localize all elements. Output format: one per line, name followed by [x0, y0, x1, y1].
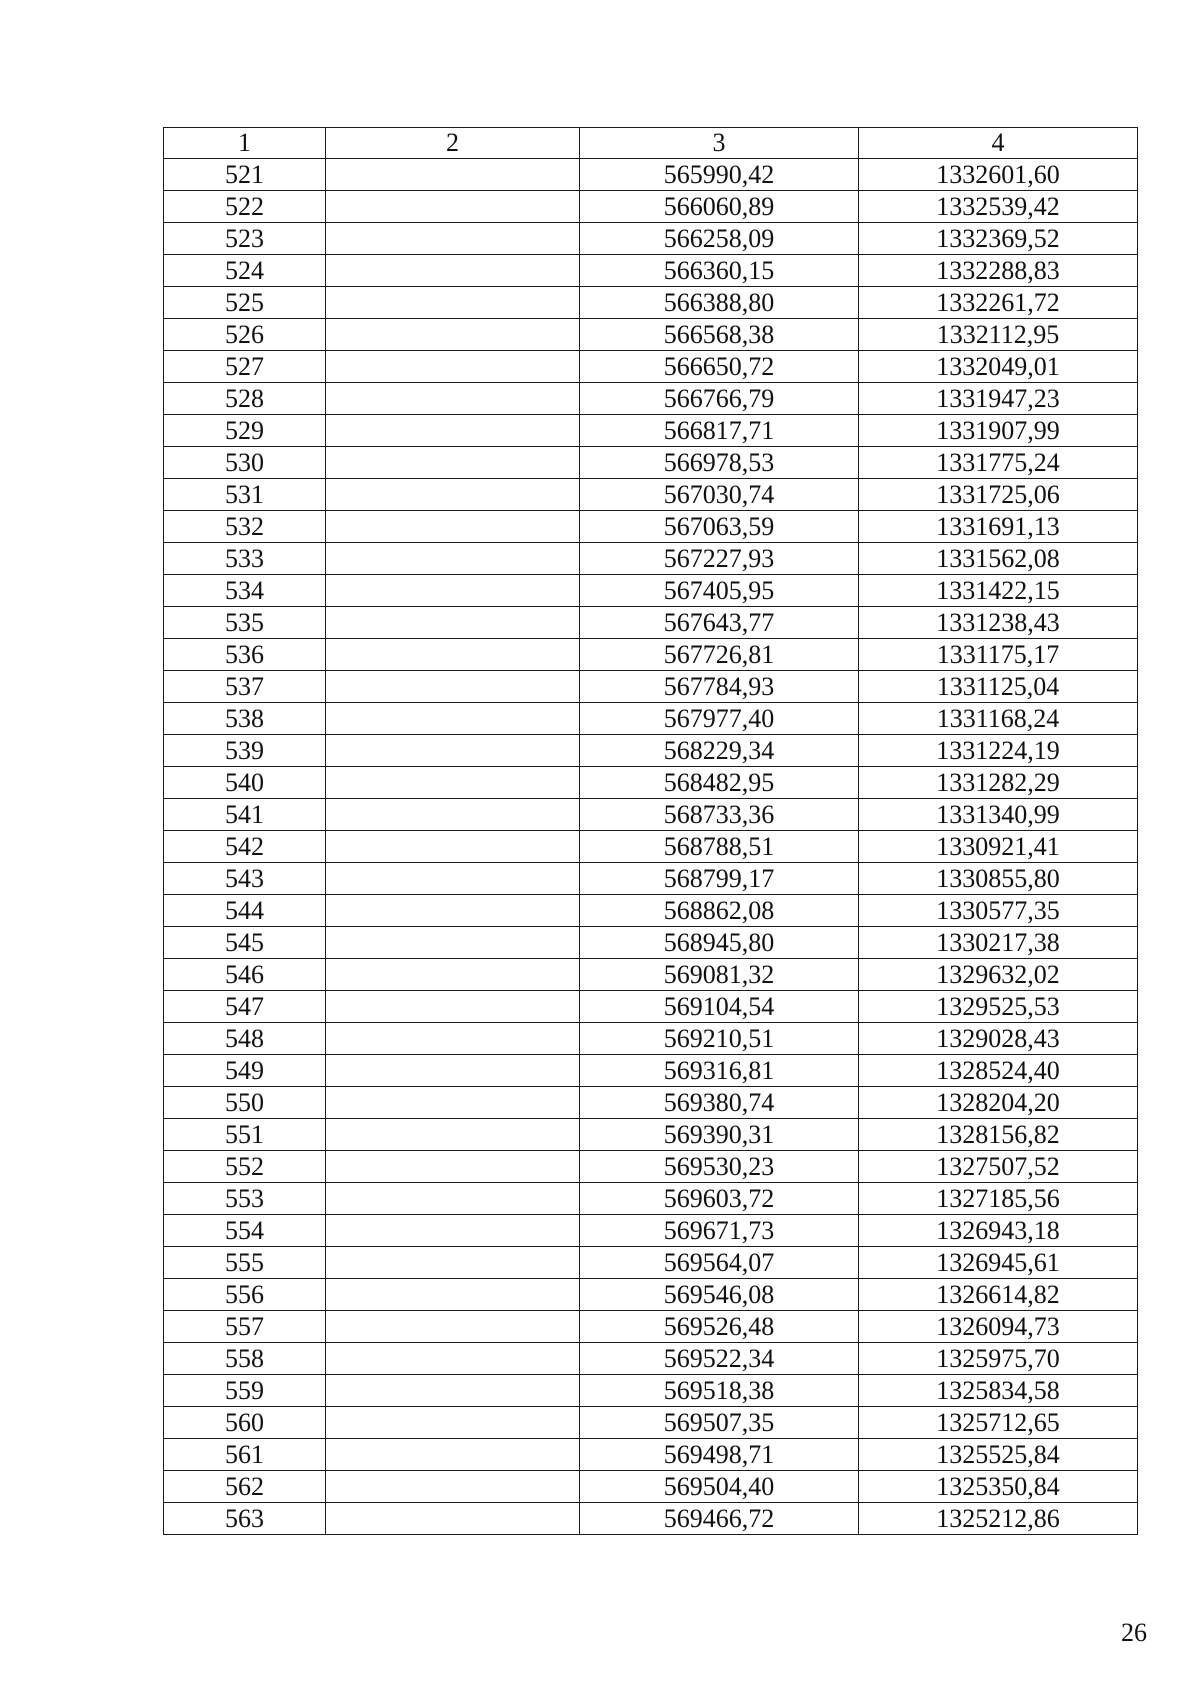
table-row — [164, 1215, 1138, 1247]
table-row — [164, 607, 1138, 639]
point-number-cell: 527 — [164, 351, 326, 383]
y-coordinate-cell: 1331907,99 — [859, 415, 1138, 447]
y-coordinate-cell: 1326094,73 — [859, 1311, 1138, 1343]
point-number-cell: 529 — [164, 415, 326, 447]
x-coordinate-cell: 565990,42 — [580, 159, 859, 191]
point-number-cell: 533 — [164, 543, 326, 575]
y-coordinate-cell: 1331125,04 — [859, 671, 1138, 703]
table-row — [164, 351, 1138, 383]
x-coordinate-cell: 568482,95 — [580, 767, 859, 799]
empty-cell — [326, 1183, 580, 1215]
empty-cell — [326, 447, 580, 479]
x-coordinate-cell: 567227,93 — [580, 543, 859, 575]
point-number-cell: 561 — [164, 1439, 326, 1471]
y-coordinate-cell: 1330217,38 — [859, 927, 1138, 959]
page-number: 26 — [1121, 1618, 1147, 1647]
x-coordinate-cell: 569564,07 — [580, 1247, 859, 1279]
point-number-cell: 528 — [164, 383, 326, 415]
empty-cell — [326, 351, 580, 383]
x-coordinate-cell: 567405,95 — [580, 575, 859, 607]
empty-cell — [326, 479, 580, 511]
empty-cell — [326, 159, 580, 191]
x-coordinate-cell: 568788,51 — [580, 831, 859, 863]
table-row — [164, 1279, 1138, 1311]
x-coordinate-cell: 566388,80 — [580, 287, 859, 319]
x-coordinate-cell: 569504,40 — [580, 1471, 859, 1503]
empty-cell — [326, 895, 580, 927]
x-coordinate-cell: 569498,71 — [580, 1439, 859, 1471]
empty-cell — [326, 223, 580, 255]
empty-cell — [326, 319, 580, 351]
column-header-3: 3 — [580, 128, 859, 159]
point-number-cell: 537 — [164, 671, 326, 703]
point-number-cell: 556 — [164, 1279, 326, 1311]
point-number-cell: 562 — [164, 1471, 326, 1503]
x-coordinate-cell: 569518,38 — [580, 1375, 859, 1407]
y-coordinate-cell: 1331562,08 — [859, 543, 1138, 575]
x-coordinate-cell: 569671,73 — [580, 1215, 859, 1247]
empty-cell — [326, 415, 580, 447]
point-number-cell: 526 — [164, 319, 326, 351]
table-row — [164, 991, 1138, 1023]
x-coordinate-cell: 567784,93 — [580, 671, 859, 703]
y-coordinate-cell: 1329028,43 — [859, 1023, 1138, 1055]
table-row — [164, 1151, 1138, 1183]
empty-cell — [326, 1119, 580, 1151]
point-number-cell: 532 — [164, 511, 326, 543]
table-row — [164, 319, 1138, 351]
table-row — [164, 959, 1138, 991]
table-row — [164, 511, 1138, 543]
x-coordinate-cell: 567643,77 — [580, 607, 859, 639]
empty-cell — [326, 191, 580, 223]
y-coordinate-cell: 1326943,18 — [859, 1215, 1138, 1247]
table-header-row — [164, 128, 1138, 159]
y-coordinate-cell: 1326945,61 — [859, 1247, 1138, 1279]
x-coordinate-cell: 569390,31 — [580, 1119, 859, 1151]
y-coordinate-cell: 1328204,20 — [859, 1087, 1138, 1119]
point-number-cell: 542 — [164, 831, 326, 863]
table-row — [164, 1503, 1138, 1535]
empty-cell — [326, 543, 580, 575]
table-row — [164, 1311, 1138, 1343]
empty-cell — [326, 767, 580, 799]
table-row — [164, 1055, 1138, 1087]
table-row — [164, 1343, 1138, 1375]
empty-cell — [326, 959, 580, 991]
y-coordinate-cell: 1327185,56 — [859, 1183, 1138, 1215]
table-row — [164, 767, 1138, 799]
x-coordinate-cell: 568229,34 — [580, 735, 859, 767]
coordinates-table — [163, 127, 1138, 1535]
y-coordinate-cell: 1329525,53 — [859, 991, 1138, 1023]
empty-cell — [326, 1151, 580, 1183]
point-number-cell: 554 — [164, 1215, 326, 1247]
y-coordinate-cell: 1332112,95 — [859, 319, 1138, 351]
point-number-cell: 559 — [164, 1375, 326, 1407]
x-coordinate-cell: 569316,81 — [580, 1055, 859, 1087]
empty-cell — [326, 1439, 580, 1471]
x-coordinate-cell: 567030,74 — [580, 479, 859, 511]
x-coordinate-cell: 569380,74 — [580, 1087, 859, 1119]
x-coordinate-cell: 569522,34 — [580, 1343, 859, 1375]
point-number-cell: 555 — [164, 1247, 326, 1279]
point-number-cell: 531 — [164, 479, 326, 511]
x-coordinate-cell: 566258,09 — [580, 223, 859, 255]
table-row — [164, 895, 1138, 927]
empty-cell — [326, 927, 580, 959]
empty-cell — [326, 255, 580, 287]
table-row — [164, 543, 1138, 575]
point-number-cell: 523 — [164, 223, 326, 255]
point-number-cell: 522 — [164, 191, 326, 223]
point-number-cell: 525 — [164, 287, 326, 319]
y-coordinate-cell: 1331947,23 — [859, 383, 1138, 415]
empty-cell — [326, 991, 580, 1023]
point-number-cell: 539 — [164, 735, 326, 767]
table-row — [164, 223, 1138, 255]
empty-cell — [326, 1279, 580, 1311]
empty-cell — [326, 671, 580, 703]
y-coordinate-cell: 1326614,82 — [859, 1279, 1138, 1311]
y-coordinate-cell: 1332539,42 — [859, 191, 1138, 223]
point-number-cell: 543 — [164, 863, 326, 895]
point-number-cell: 560 — [164, 1407, 326, 1439]
table-row — [164, 735, 1138, 767]
table-row — [164, 927, 1138, 959]
y-coordinate-cell: 1332261,72 — [859, 287, 1138, 319]
table-row — [164, 1023, 1138, 1055]
x-coordinate-cell: 567977,40 — [580, 703, 859, 735]
x-coordinate-cell: 569081,32 — [580, 959, 859, 991]
y-coordinate-cell: 1331691,13 — [859, 511, 1138, 543]
table-row — [164, 1183, 1138, 1215]
y-coordinate-cell: 1325212,86 — [859, 1503, 1138, 1535]
x-coordinate-cell: 566650,72 — [580, 351, 859, 383]
empty-cell — [326, 1215, 580, 1247]
x-coordinate-cell: 566060,89 — [580, 191, 859, 223]
empty-cell — [326, 799, 580, 831]
empty-cell — [326, 1055, 580, 1087]
table-row — [164, 1439, 1138, 1471]
y-coordinate-cell: 1329632,02 — [859, 959, 1138, 991]
x-coordinate-cell: 569210,51 — [580, 1023, 859, 1055]
y-coordinate-cell: 1325525,84 — [859, 1439, 1138, 1471]
point-number-cell: 541 — [164, 799, 326, 831]
point-number-cell: 546 — [164, 959, 326, 991]
y-coordinate-cell: 1332369,52 — [859, 223, 1138, 255]
y-coordinate-cell: 1328156,82 — [859, 1119, 1138, 1151]
point-number-cell: 563 — [164, 1503, 326, 1535]
point-number-cell: 534 — [164, 575, 326, 607]
x-coordinate-cell: 569526,48 — [580, 1311, 859, 1343]
table-row — [164, 479, 1138, 511]
point-number-cell: 552 — [164, 1151, 326, 1183]
table-body — [164, 159, 1138, 1535]
y-coordinate-cell: 1325712,65 — [859, 1407, 1138, 1439]
point-number-cell: 521 — [164, 159, 326, 191]
y-coordinate-cell: 1331224,19 — [859, 735, 1138, 767]
empty-cell — [326, 1311, 580, 1343]
point-number-cell: 544 — [164, 895, 326, 927]
x-coordinate-cell: 568799,17 — [580, 863, 859, 895]
empty-cell — [326, 703, 580, 735]
point-number-cell: 536 — [164, 639, 326, 671]
table-row — [164, 1247, 1138, 1279]
empty-cell — [326, 1023, 580, 1055]
y-coordinate-cell: 1327507,52 — [859, 1151, 1138, 1183]
y-coordinate-cell: 1331168,24 — [859, 703, 1138, 735]
x-coordinate-cell: 566360,15 — [580, 255, 859, 287]
table-row — [164, 799, 1138, 831]
y-coordinate-cell: 1325975,70 — [859, 1343, 1138, 1375]
table-row — [164, 287, 1138, 319]
table-row — [164, 383, 1138, 415]
x-coordinate-cell: 566766,79 — [580, 383, 859, 415]
table-row — [164, 415, 1138, 447]
table-row — [164, 191, 1138, 223]
point-number-cell: 551 — [164, 1119, 326, 1151]
empty-cell — [326, 831, 580, 863]
y-coordinate-cell: 1330921,41 — [859, 831, 1138, 863]
x-coordinate-cell: 566568,38 — [580, 319, 859, 351]
point-number-cell: 524 — [164, 255, 326, 287]
empty-cell — [326, 1471, 580, 1503]
table-row — [164, 639, 1138, 671]
point-number-cell: 535 — [164, 607, 326, 639]
empty-cell — [326, 383, 580, 415]
empty-cell — [326, 735, 580, 767]
empty-cell — [326, 1247, 580, 1279]
y-coordinate-cell: 1331238,43 — [859, 607, 1138, 639]
empty-cell — [326, 863, 580, 895]
x-coordinate-cell: 568945,80 — [580, 927, 859, 959]
point-number-cell: 530 — [164, 447, 326, 479]
table-row — [164, 1407, 1138, 1439]
empty-cell — [326, 1375, 580, 1407]
table-row — [164, 703, 1138, 735]
empty-cell — [326, 607, 580, 639]
y-coordinate-cell: 1331340,99 — [859, 799, 1138, 831]
x-coordinate-cell: 566817,71 — [580, 415, 859, 447]
empty-cell — [326, 575, 580, 607]
empty-cell — [326, 639, 580, 671]
x-coordinate-cell: 569507,35 — [580, 1407, 859, 1439]
empty-cell — [326, 287, 580, 319]
y-coordinate-cell: 1332601,60 — [859, 159, 1138, 191]
column-header-1: 1 — [164, 128, 326, 159]
y-coordinate-cell: 1325834,58 — [859, 1375, 1138, 1407]
point-number-cell: 545 — [164, 927, 326, 959]
x-coordinate-cell: 567063,59 — [580, 511, 859, 543]
table-row — [164, 863, 1138, 895]
point-number-cell: 550 — [164, 1087, 326, 1119]
y-coordinate-cell: 1331282,29 — [859, 767, 1138, 799]
y-coordinate-cell: 1330577,35 — [859, 895, 1138, 927]
x-coordinate-cell: 569603,72 — [580, 1183, 859, 1215]
point-number-cell: 557 — [164, 1311, 326, 1343]
table-row — [164, 159, 1138, 191]
table-row — [164, 255, 1138, 287]
point-number-cell: 538 — [164, 703, 326, 735]
y-coordinate-cell: 1331422,15 — [859, 575, 1138, 607]
x-coordinate-cell: 567726,81 — [580, 639, 859, 671]
y-coordinate-cell: 1325350,84 — [859, 1471, 1138, 1503]
empty-cell — [326, 1407, 580, 1439]
y-coordinate-cell: 1332049,01 — [859, 351, 1138, 383]
point-number-cell: 548 — [164, 1023, 326, 1055]
table-row — [164, 1471, 1138, 1503]
empty-cell — [326, 1503, 580, 1535]
table-row — [164, 1375, 1138, 1407]
y-coordinate-cell: 1330855,80 — [859, 863, 1138, 895]
point-number-cell: 553 — [164, 1183, 326, 1215]
y-coordinate-cell: 1328524,40 — [859, 1055, 1138, 1087]
x-coordinate-cell: 569104,54 — [580, 991, 859, 1023]
empty-cell — [326, 1087, 580, 1119]
y-coordinate-cell: 1331175,17 — [859, 639, 1138, 671]
point-number-cell: 558 — [164, 1343, 326, 1375]
table-row — [164, 831, 1138, 863]
empty-cell — [326, 1343, 580, 1375]
point-number-cell: 547 — [164, 991, 326, 1023]
x-coordinate-cell: 568733,36 — [580, 799, 859, 831]
x-coordinate-cell: 568862,08 — [580, 895, 859, 927]
point-number-cell: 549 — [164, 1055, 326, 1087]
x-coordinate-cell: 569530,23 — [580, 1151, 859, 1183]
y-coordinate-cell: 1331725,06 — [859, 479, 1138, 511]
x-coordinate-cell: 566978,53 — [580, 447, 859, 479]
table-row — [164, 1119, 1138, 1151]
point-number-cell: 540 — [164, 767, 326, 799]
column-header-4: 4 — [859, 128, 1138, 159]
column-header-2: 2 — [326, 128, 580, 159]
table-row — [164, 671, 1138, 703]
y-coordinate-cell: 1332288,83 — [859, 255, 1138, 287]
x-coordinate-cell: 569466,72 — [580, 1503, 859, 1535]
table-row — [164, 575, 1138, 607]
empty-cell — [326, 511, 580, 543]
table-row — [164, 1087, 1138, 1119]
y-coordinate-cell: 1331775,24 — [859, 447, 1138, 479]
x-coordinate-cell: 569546,08 — [580, 1279, 859, 1311]
table-row — [164, 447, 1138, 479]
